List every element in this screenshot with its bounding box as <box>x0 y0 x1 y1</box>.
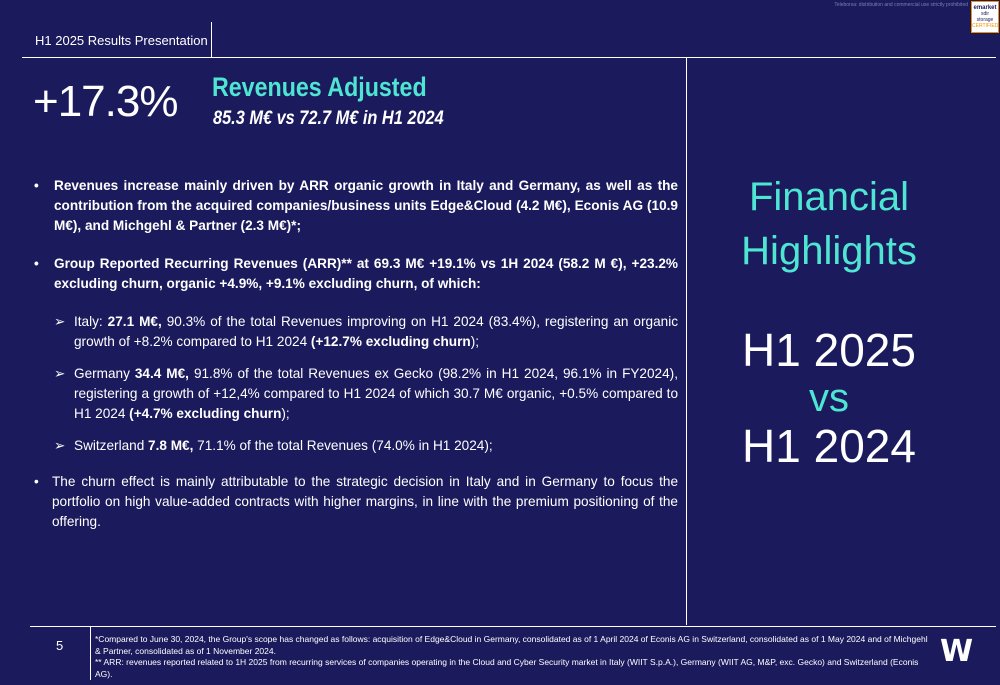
germany-tail: ); <box>281 406 290 421</box>
emarket-storage-logo <box>971 1 999 33</box>
side-period-previous: H1 2024 <box>742 420 916 472</box>
germany-label: Germany <box>74 366 135 381</box>
header-divider <box>211 22 212 57</box>
logo-line-2: sdir storage <box>976 11 994 23</box>
side-financial: Financial <box>748 175 910 219</box>
disclaimer-text: Teleborsa: distribution and commercial use strictly prohibited <box>834 2 968 8</box>
footnotes <box>95 634 935 680</box>
logo-line-3: CERTIFIED <box>972 23 999 29</box>
bullet-arr <box>32 254 678 294</box>
footnote-arr: ** ARR: revenues reported related to 1H 2025 from recurring services of companies operating in the Cloud and Cyber Security market in Italy (WIIT S.p.A.), Germany (WIIT AG, M&P, exc. Gecko) and Switzerland (Econis AG). <box>95 657 919 679</box>
kpi-value: +17.3% <box>33 77 178 126</box>
highlights-body <box>32 176 678 532</box>
sub-bullet-switzerland <box>32 436 678 456</box>
side-period-current: H1 2025 <box>742 324 916 376</box>
italy-value: 27.1 M€, <box>107 314 162 329</box>
column-divider <box>686 57 687 625</box>
sub-bullet-germany <box>32 364 678 424</box>
presentation-title: H1 2025 Results Presentation <box>35 33 208 48</box>
germany-text: 91.8% of the total Revenues ex Gecko (98.2% in H1 2024, 96.1% in FY2024), registering a growth of +12,4% compared to H1 2024 of which 30.7 M€ organic, +0.5% compared to H1 2024 <box>74 366 678 421</box>
footer-divider <box>90 626 91 680</box>
switzerland-text: 71.1% of the total Revenues (74.0% in H1 2024); <box>193 438 493 453</box>
arrow-icon: ➢ <box>54 438 66 453</box>
bullet-dot: • <box>34 256 39 271</box>
bullet-dot: • <box>34 474 39 489</box>
arrow-icon: ➢ <box>54 314 66 329</box>
bullet-churn-text: The churn effect is mainly attributable to the strategic decision in Italy and in Germany to focus the portfolio on high value-added contracts with higher margins, in line with the premium positioning of the offering. <box>52 474 678 529</box>
italy-bold-end: (+12.7% excluding churn <box>310 334 471 349</box>
bullet-dot: • <box>34 178 39 193</box>
kpi-title: Revenues Adjusted <box>212 72 427 102</box>
germany-value: 34.4 M€, <box>134 366 189 381</box>
page-number: 5 <box>56 638 64 653</box>
germany-bold-end: (+4.7% excluding churn <box>129 406 282 421</box>
bullet-churn <box>32 472 678 532</box>
footnote-scope: *Compared to June 30, 2024, the Group's scope has changed as follows: acquisition of Edge&Cloud in Germany, consolidated as of 1 April 2024 of Econis AG in Switzerland, consolidated as of 1 May 2024 and of Michgehl & Partner, consolidated as of 1 November 2024. <box>95 634 928 656</box>
side-vs: vs <box>809 376 849 420</box>
logo-line-1: emarket <box>973 5 997 11</box>
italy-tail: ); <box>470 334 479 349</box>
footer-rule <box>30 626 996 627</box>
side-highlights: Highlights <box>741 229 917 273</box>
italy-text: 90.3% of the total Revenues improving on H1 2024 (83.4%), registering an organic growth of +8.2% compared to H1 2024 <box>74 314 679 349</box>
switzerland-value: 7.8 M€, <box>148 438 194 453</box>
kpi-subtitle: 85.3 M€ vs 72.7 M€ in H1 2024 <box>213 108 444 129</box>
bullet-arr-text: Group Reported Recurring Revenues (ARR)** at 69.3 M€ +19.1% vs 1H 2024 (58.2 M €), +23.2% excluding churn, organic +4.9%, +9.1% excluding churn, of which: <box>54 256 678 291</box>
arrow-icon: ➢ <box>54 366 66 381</box>
italy-label: Italy: <box>74 314 108 329</box>
bullet-revenues-text: Revenues increase mainly driven by ARR organic growth in Italy and Germany, as well as the contribution from the acquired companies/business units Edge&Cloud (4.2 M€), Econis AG (10.9 M€), and Michgehl & Partner (2.3 M€)*; <box>54 178 678 233</box>
side-panel <box>688 170 970 472</box>
sub-bullet-italy <box>32 312 678 352</box>
side-spacer <box>688 278 970 324</box>
switzerland-label: Switzerland <box>74 438 149 453</box>
bullet-revenues <box>32 176 678 236</box>
header-rule <box>22 57 996 58</box>
wiit-logo: W <box>940 634 974 669</box>
